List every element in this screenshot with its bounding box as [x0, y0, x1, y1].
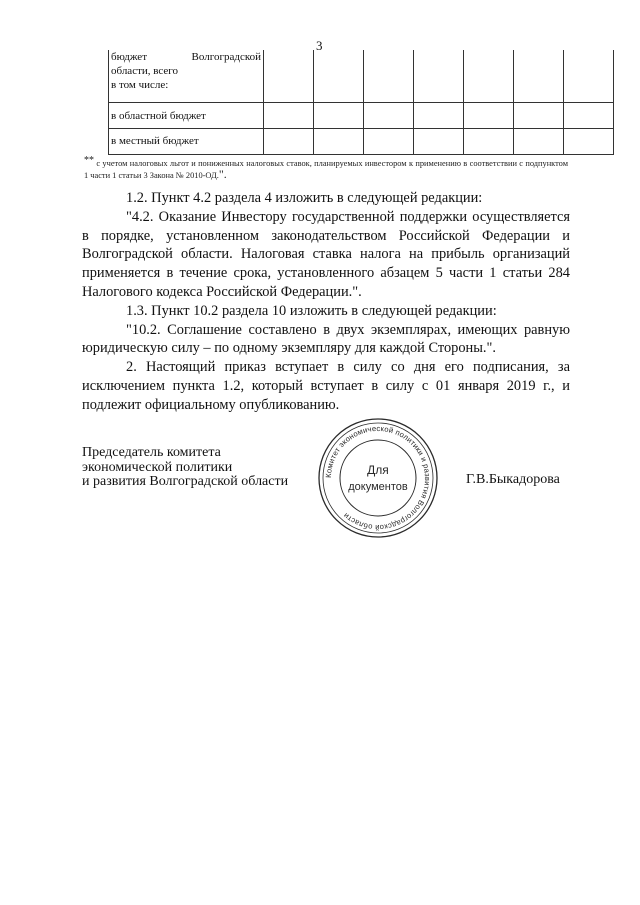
table-cell-empty: [464, 103, 514, 129]
table-cell-empty: [564, 50, 614, 103]
table-cell-empty: [264, 129, 314, 155]
official-stamp: [316, 416, 440, 540]
table-cell-empty: [364, 129, 414, 155]
budget-table: [108, 50, 614, 155]
signatory-title-line: экономической политики: [82, 459, 233, 475]
table-row-label-part: бюджет: [111, 51, 147, 63]
table-cell-empty: [364, 103, 414, 129]
document-body: [82, 189, 570, 415]
table-cell-empty: [464, 129, 514, 155]
table-cell-empty: [564, 103, 614, 129]
table-footnote: [84, 155, 569, 181]
stamp-ring-text: Комитет экономической политики и развития Волгоградской области: [323, 423, 433, 533]
footnote-marker: **: [84, 155, 94, 166]
table-row: [109, 129, 614, 155]
table-cell-empty: [514, 129, 564, 155]
signatory-title-line: и развития Волгоградской области: [82, 474, 289, 489]
page-number: 3: [316, 38, 323, 53]
table-cell-empty: [314, 103, 364, 129]
stamp-inner-ring: [340, 440, 416, 516]
table-row-label-part: Волгоградской: [191, 51, 261, 63]
table-row: [109, 103, 614, 129]
signatory-name: Г.В.Быкадорова: [466, 472, 560, 487]
footnote-text: с учетом налоговых льгот и пониженных налоговых ставок, планируемых инвестором к применению в соответствии с подпунктом 1 части 1 статьи 3 Закона № 2010-ОД.: [84, 159, 569, 180]
table-cell-empty: [414, 129, 464, 155]
table-cell-label: в местный бюджет: [109, 129, 264, 155]
table-cell-empty: [464, 50, 514, 103]
table-cell-empty: [314, 129, 364, 155]
table-cell-empty: [414, 103, 464, 129]
table-row-label-part: в том числе:: [111, 79, 169, 91]
table-cell-empty: [514, 103, 564, 129]
table-cell-empty: [414, 50, 464, 103]
paragraph-effective-date: 2. Настоящий приказ вступает в силу со дня его подписания, за исключением пункта 1.2, который вступает в силу с 01 января 2019 г., и подлежит официальному опубликованию.: [82, 359, 570, 413]
footnote-closing: ".: [218, 167, 227, 181]
table-cell-label: в областной бюджет: [109, 103, 264, 129]
table-row-label-part: области, всего: [111, 65, 179, 77]
stamp-center-line: документов: [348, 481, 408, 493]
paragraph-clause-10-2: "10.2. Соглашение составлено в двух экземплярах, имеющих равную юридическую силу – по одному экземпляру для каждой Стороны.".: [82, 321, 570, 357]
signatory-title: [82, 446, 288, 490]
table-row: [109, 50, 614, 103]
stamp-center-line: Для: [367, 463, 389, 477]
table-cell-label: [109, 50, 264, 103]
table-cell-empty: [264, 50, 314, 103]
table-cell-empty: [364, 50, 414, 103]
table-cell-empty: [264, 103, 314, 129]
signatory-title-line: Председатель комитета: [82, 445, 221, 460]
table-cell-empty: [564, 129, 614, 155]
paragraph-amendment-1-2: 1.2. Пункт 4.2 раздела 4 изложить в следующей редакции:: [126, 190, 483, 206]
paragraph-clause-4-2: "4.2. Оказание Инвестору государственной поддержки осуществляется в порядке, установленном законодательством Российской Федерации и Волгоградской области. Налоговая ставка налога на прибыль организаций применяется в течение срока, установленного абзацем 5 части 1 статьи 284 Налогового кодекса Российской Федерации.".: [82, 208, 570, 300]
stamp-outer-ring: [319, 419, 437, 537]
table-cell-empty: [514, 50, 564, 103]
table-cell-empty: [314, 50, 364, 103]
paragraph-amendment-1-3: 1.3. Пункт 10.2 раздела 10 изложить в следующей редакции:: [126, 302, 497, 319]
